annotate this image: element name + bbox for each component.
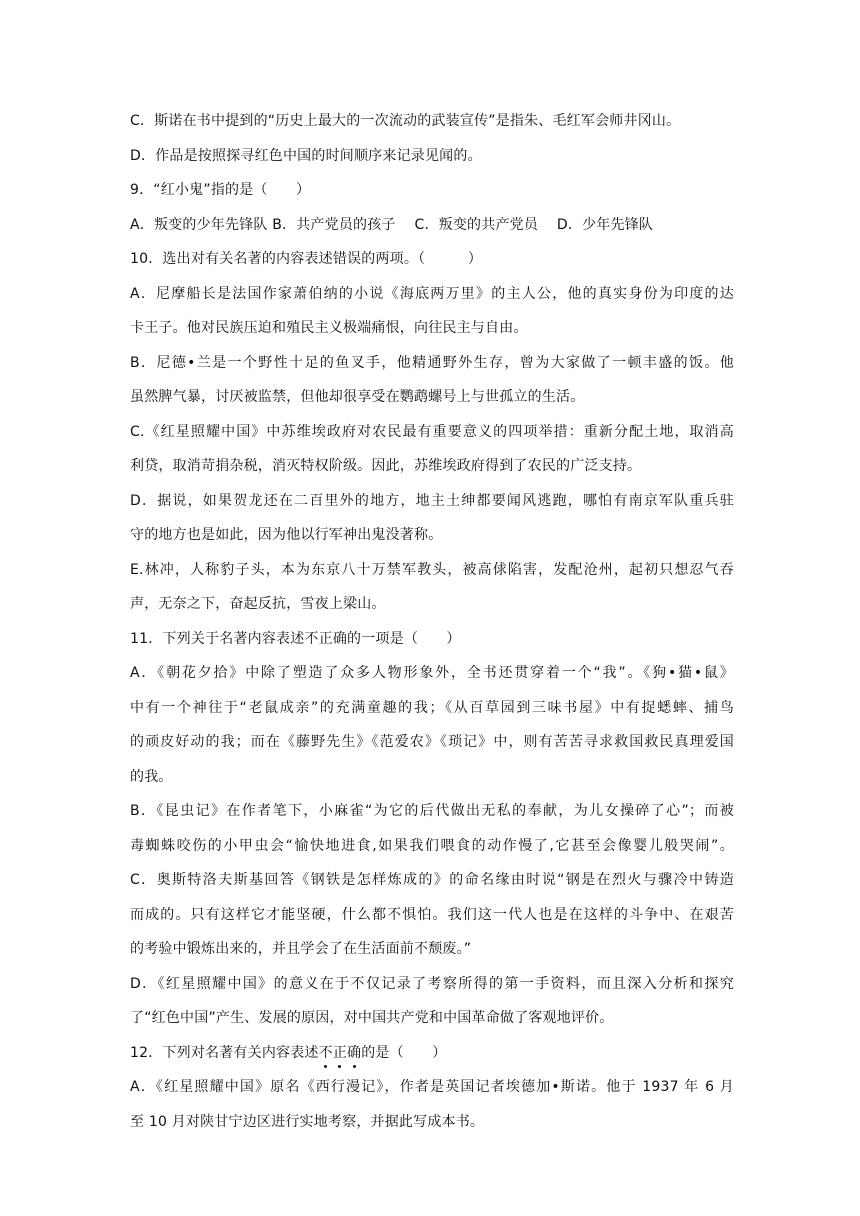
text-line: A．《红星照耀中国》原名《西行漫记》，作者是英国记者埃德加•斯诺。他于 1937 年 6 月 <box>130 1079 734 1095</box>
text-line: B．尼德•兰是一个野性十足的鱼叉手，他精通野外生存，曾为大家做了一顿丰盛的饭。他 <box>130 354 734 371</box>
text-line: E.林冲，人称豹子头，本为东京八十万禁军教头，被高俅陷害，发配沧州，起初只想忍气吞 <box>130 561 734 578</box>
text-line: D．作品是按照探寻红色中国的时间顺序来记录见闻的。 <box>130 147 482 164</box>
question-9-options: A．叛变的少年先锋队 B．共产党员的孩子 C．叛变的共产党员 D．少年先锋队 <box>130 216 654 233</box>
text-line: A．《朝花夕拾》中除了塑造了众多人物形象外，全书还贯穿着一个“我”。《狗•猫•鼠》 <box>130 665 734 681</box>
text-line: 毒蜘蛛咬伤的小甲虫会“愉快地进食,如果我们喂食的动作慢了,它甚至会像婴儿般哭闹”。 <box>130 837 734 854</box>
text-line: D．《红星照耀中国》的意义在于不仅记录了考察所得的第一手资料，而且深入分析和探究 <box>130 975 734 992</box>
text-line: 虽然脾气暴，讨厌被监禁，但他却很享受在鹦鹉螺号上与世孤立的生活。 <box>130 389 585 405</box>
text-line: 的考验中锻炼出来的，并且学会了在生活面前不颓废。” <box>130 941 472 957</box>
text-line: 的顽皮好动的我；而在《藤野先生》《范爱农》《琐记》中，则有苦苦寻求救国救民真理爱国 <box>130 734 734 750</box>
document-page <box>130 104 734 1139</box>
text-line: 至 10 月对陕甘宁边区进行实地考察，并据此写成本书。 <box>130 1113 485 1130</box>
text-line: B．《昆虫记》在作者笔下，小麻雀“为它的后代做出无私的奉献，为儿女操碎了心”；而被 <box>130 803 734 819</box>
text-line: 守的地方也是如此，因为他以行军神出鬼没著称。 <box>130 527 443 543</box>
text-line: 了“红色中国”产生、发展的原因，对中国共产党和中国革命做了客观地评价。 <box>130 1010 614 1026</box>
question-12-stem <box>130 1036 734 1071</box>
text-line: D．据说，如果贺龙还在二百里外的地方，地主土绅都要闻风逃跑，哪怕有南京军队重兵驻 <box>130 492 734 509</box>
text-line: 中有一个神往于“老鼠成亲”的充满童趣的我；《从百草园到三味书屋》中有捉蟋蟀、捕鸟 <box>130 699 734 716</box>
emphasis-mark: 不 <box>319 1036 333 1071</box>
text-line: 卡王子。他对民族压迫和殖民主义极端痛恨，向往民主与自由。 <box>130 320 528 336</box>
emphasis-mark: 正 <box>333 1036 347 1071</box>
text-line: C.《红星照耀中国》中苏维埃政府对农民最有重要意义的四项举措：重新分配土地，取消高 <box>130 423 734 440</box>
question-12-lead: 12．下列对名著有关内容表述 <box>130 1044 319 1061</box>
text-line: C．斯诺在书中提到的“历史上最大的一次流动的武装宣传”是指朱、毛红军会师井冈山。 <box>130 113 681 129</box>
question-11-stem: 11．下列关于名著内容表述不正确的一项是（ ） <box>130 630 461 647</box>
text-line: 的我。 <box>130 768 173 785</box>
emphasis-mark: 确 <box>347 1036 361 1071</box>
text-line: 声，无奈之下，奋起反抗，雪夜上梁山。 <box>130 596 386 612</box>
text-line: C．奥斯特洛夫斯基回答《钢铁是怎样炼成的》的命名缘由时说“钢是在烈火与骤冷中铸造 <box>130 872 734 888</box>
text-line: 而成的。只有这样它才能坚硬，什么都不惧怕。我们这一代人也是在这样的斗争中、在艰苦 <box>130 906 734 923</box>
text-line: 利贷，取消苛捐杂税，消灭特权阶级。因此，苏维埃政府得到了农民的广泛支持。 <box>130 458 642 474</box>
text-line: A．尼摩船长是法国作家萧伯纳的小说《海底两万里》的主人公，他的真实身份为印度的达 <box>130 285 734 302</box>
question-9-stem: 9．“红小鬼”指的是（ ） <box>130 182 311 198</box>
question-10-stem: 10．选出对有关名著的内容表述错误的两项。（ ） <box>130 251 483 267</box>
question-12-tail: 的是（ ） <box>361 1044 447 1061</box>
